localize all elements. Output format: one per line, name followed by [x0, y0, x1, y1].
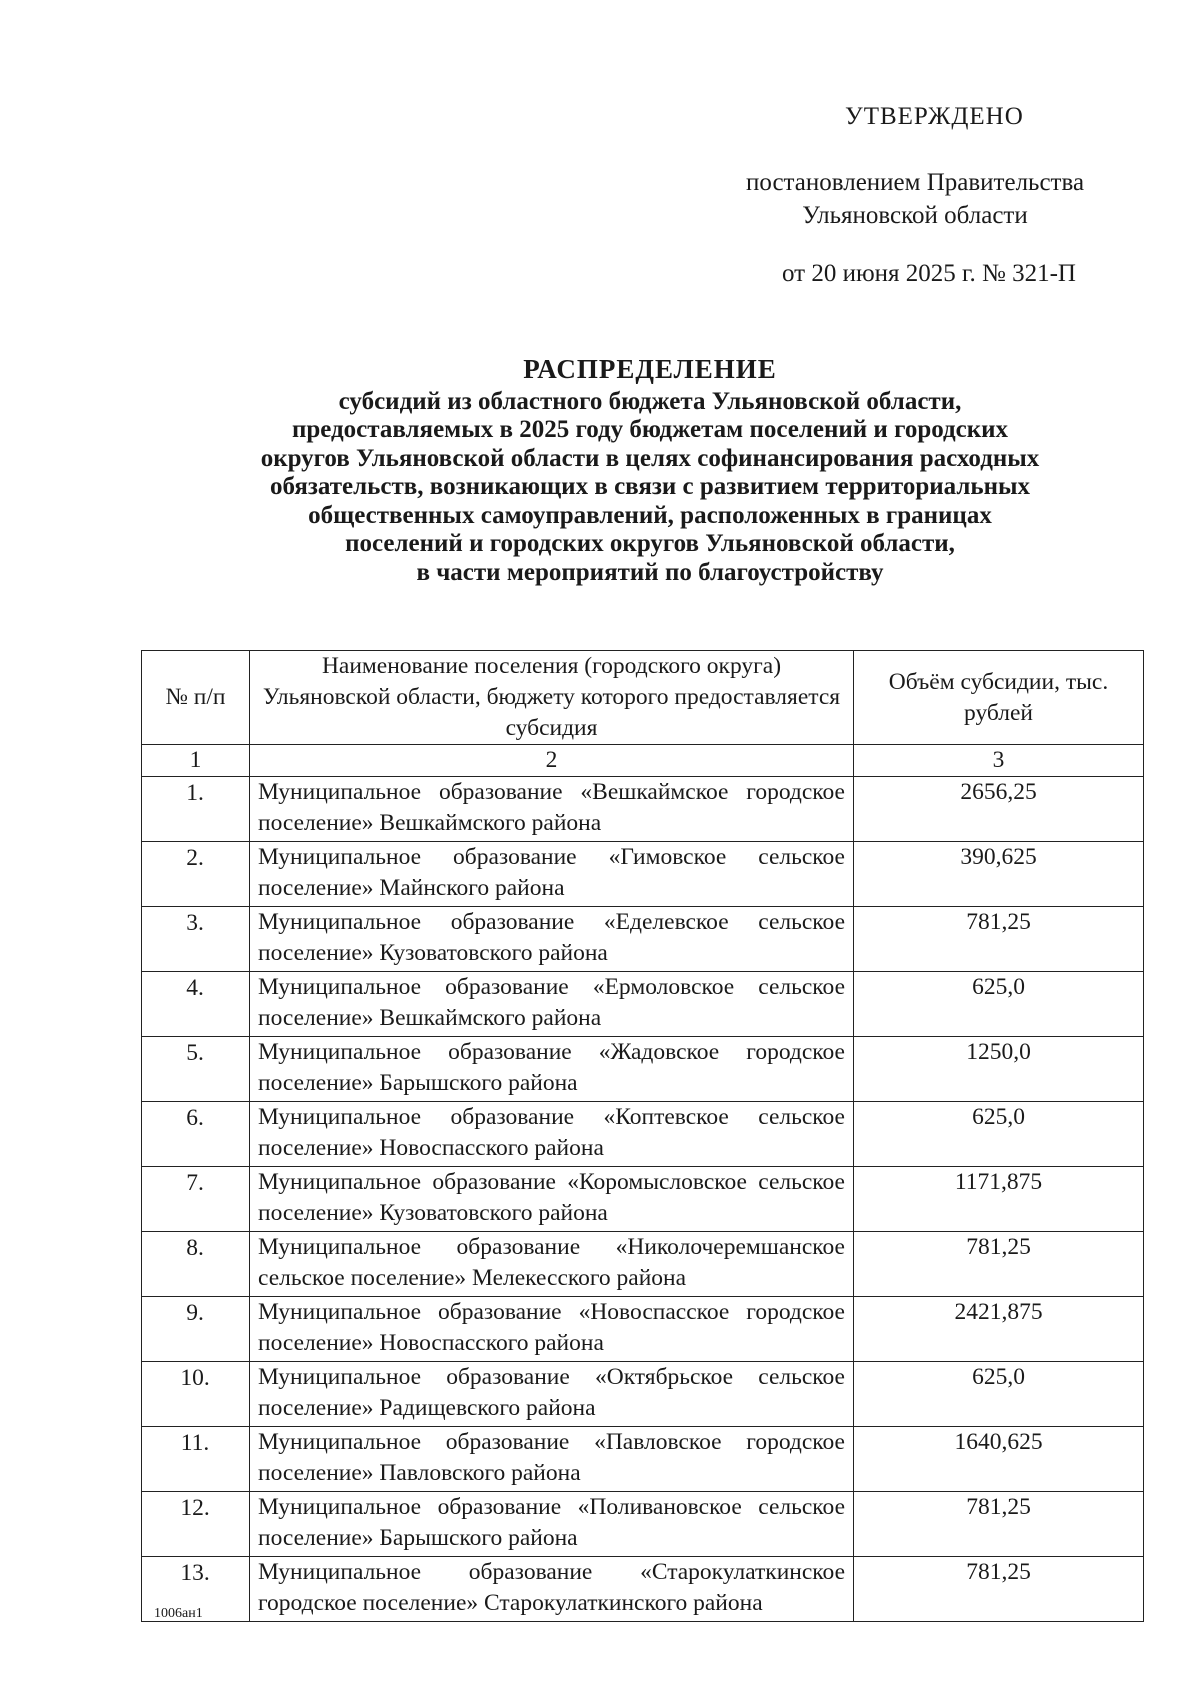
table-row — [142, 1362, 1144, 1427]
header-amount: Объём субсидии, тыс. рублей — [854, 651, 1144, 745]
table-row — [142, 842, 1144, 907]
row-name: Муниципальное образование «Еделевское сельское поселение» Кузоватовского района — [250, 907, 854, 972]
row-amount: 625,0 — [854, 972, 1144, 1037]
row-num: 13. — [142, 1557, 250, 1622]
row-name: Муниципальное образование «Вешкаймское городское поселение» Вешкаймского района — [250, 777, 854, 842]
row-num: 4. — [142, 972, 250, 1037]
row-name: Муниципальное образование «Павловское городское поселение» Павловского района — [250, 1427, 854, 1492]
row-num: 12. — [142, 1492, 250, 1557]
row-num: 8. — [142, 1232, 250, 1297]
row-name: Муниципальное образование «Гимовское сельское поселение» Майнского района — [250, 842, 854, 907]
title-line: обязательств, возникающих в связи с развитием территориальных — [269, 473, 1031, 500]
table-header-row — [142, 651, 1144, 745]
row-num: 6. — [142, 1102, 250, 1167]
approved-by-line-2: Ульяновской области — [802, 202, 1028, 229]
row-amount: 781,25 — [854, 1557, 1144, 1622]
row-name: Муниципальное образование «Коптевское сельское поселение» Новоспасского района — [250, 1102, 854, 1167]
title-line: предоставляемых в 2025 году бюджетам поселений и городских — [291, 416, 1009, 443]
table-row — [142, 1297, 1144, 1362]
column-number: 3 — [854, 745, 1144, 777]
row-amount: 625,0 — [854, 1102, 1144, 1167]
title-line: поселений и городских округов Ульяновской области, — [345, 530, 955, 557]
row-name: Муниципальное образование «Новоспасское городское поселение» Новоспасского района — [250, 1297, 854, 1362]
document-code: 1006ан1 — [154, 1606, 203, 1621]
row-amount: 1171,875 — [854, 1167, 1144, 1232]
row-amount: 2421,875 — [854, 1297, 1144, 1362]
row-num: 7. — [142, 1167, 250, 1232]
column-number-row — [142, 745, 1144, 777]
document-title — [150, 355, 1150, 587]
column-number: 1 — [142, 745, 250, 777]
table-row — [142, 777, 1144, 842]
table-row — [142, 1167, 1144, 1232]
row-name: Муниципальное образование «Старокулаткинское городское поселение» Старокулаткинского района — [250, 1557, 854, 1622]
row-amount: 1640,625 — [854, 1427, 1144, 1492]
table-row — [142, 907, 1144, 972]
row-num: 2. — [142, 842, 250, 907]
table-row — [142, 972, 1144, 1037]
table-row — [142, 1557, 1144, 1622]
title-line: субсидий из областного бюджета Ульяновской области, — [338, 387, 962, 415]
row-name: Муниципальное образование «Поливановское сельское поселение» Барышского района — [250, 1492, 854, 1557]
row-amount: 625,0 — [854, 1362, 1144, 1427]
approved-by-line-1: постановлением Правительства — [745, 169, 1085, 196]
row-amount: 781,25 — [854, 1232, 1144, 1297]
row-amount: 390,625 — [854, 842, 1144, 907]
row-num: 9. — [142, 1297, 250, 1362]
approval-block — [700, 100, 1130, 290]
row-num: 11. — [142, 1427, 250, 1492]
title-line: в части мероприятий по благоустройству — [416, 558, 884, 586]
table-row — [142, 1102, 1144, 1167]
subsidy-table — [141, 650, 1144, 1622]
row-name: Муниципальное образование «Жадовское городское поселение» Барышского района — [250, 1037, 854, 1102]
approval-date: от 20 июня 2025 г. № 321-П — [782, 260, 1076, 287]
column-number: 2 — [250, 745, 854, 777]
document-heading: РАСПРЕДЕЛЕНИЕ — [523, 354, 777, 384]
table-row — [142, 1232, 1144, 1297]
approved-label: УТВЕРЖДЕНО — [845, 103, 1024, 130]
table-row — [142, 1037, 1144, 1102]
header-name: Наименование поселения (городского округа) Ульяновской области, бюджету которого предоставляется субсидия — [250, 651, 854, 745]
row-num: 5. — [142, 1037, 250, 1102]
table-row — [142, 1427, 1144, 1492]
row-amount: 2656,25 — [854, 777, 1144, 842]
row-amount: 1250,0 — [854, 1037, 1144, 1102]
title-line: округов Ульяновской области в целях софинансирования расходных — [260, 444, 1040, 472]
row-name: Муниципальное образование «Октябрьское сельское поселение» Радищевского района — [250, 1362, 854, 1427]
title-line: общественных самоуправлений, расположенных в границах — [308, 501, 992, 529]
header-num: № п/п — [142, 651, 250, 745]
row-num: 1. — [142, 777, 250, 842]
row-name: Муниципальное образование «Ермоловское сельское поселение» Вешкаймского района — [250, 972, 854, 1037]
row-name: Муниципальное образование «Николочеремшанское сельское поселение» Мелекесского района — [250, 1232, 854, 1297]
row-amount: 781,25 — [854, 907, 1144, 972]
row-num: 3. — [142, 907, 250, 972]
table-row — [142, 1492, 1144, 1557]
row-amount: 781,25 — [854, 1492, 1144, 1557]
row-num: 10. — [142, 1362, 250, 1427]
row-name: Муниципальное образование «Коромысловское сельское поселение» Кузоватовского района — [250, 1167, 854, 1232]
